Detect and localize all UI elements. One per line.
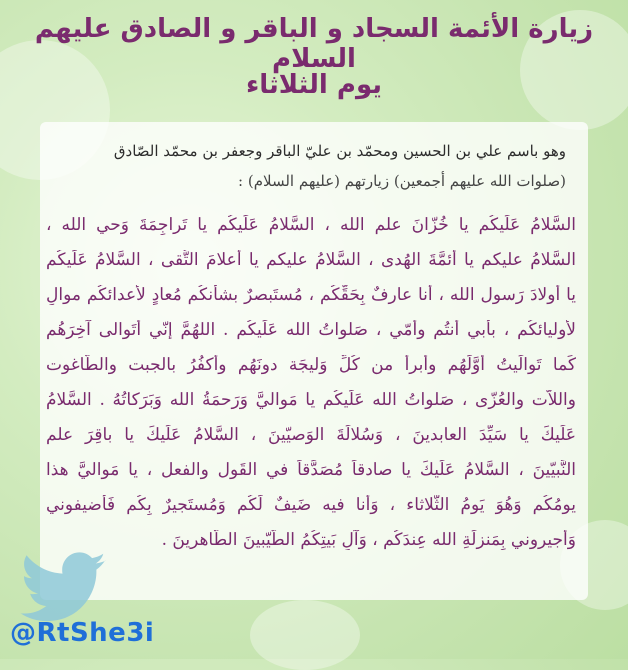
text-line: يا أولادَ رَسول الله ، أنا عارفٌ بِحَقِّكُم ، مُستَبصرٌ بشأنكُم مُعادٍ لأعدائكُم موالٍ [46, 285, 576, 305]
twitter-bird-icon [18, 552, 110, 624]
text-line: واللاّت والعُزّى ، صَلواتُ الله عَلَيكُم يا مَواليَّ وَرَحمَةُ الله وَبَرَكاتُهُ . السَّلامُ [46, 390, 576, 410]
text-line: السَّلامُ عليكم يا أئمَّةَ الهُدى ، السَّلامُ عليكم يا أعلامَ التُّقى ، السَّلامُ عَلَيكُم [46, 250, 576, 270]
text-line: النَّبيّينَ ، السَّلامُ عَلَيكَ يا صادقاً مُصَدَّقاً في القَول والفعل ، يا مَواليَّ هذا [46, 460, 576, 480]
watermark-handle: @RtShe3i [10, 618, 155, 648]
text-line: كَما تَوالَيتُ أوَّلَهُم وأبرأُ من كُلِّ وَليجَة دونَهُم وأكفُرُ بالجبت والطّاغوت [46, 355, 576, 375]
intro-line: وهو باسم علي بن الحسين ومحمّد بن عليّ الباقر وجعفر بن محمّد الصّادق [113, 142, 566, 160]
page-subtitle: يوم الثلاثاء [245, 70, 383, 100]
background-bokeh [250, 600, 360, 670]
intro-line: (صلوات الله عليهم أجمعين) زيارتهم (عليهم السلام) : [238, 172, 566, 190]
text-line: عَلَيكَ يا سَيِّدَ العابدينَ ، وَسُلالَةَ الوَصيّينَ ، السَّلامُ عَلَيكَ يا باقِرَ علم [46, 425, 576, 445]
text-line: لأوليائكُم ، بأبي أنتُم وأمّي ، صَلواتُ الله عَلَيكُم . اللهُمَّ إنّي أتَوالى آخِرَهُم [46, 320, 576, 340]
text-line: يومُكُم وَهُوَ يَومُ الثُّلاثاء ، وَأنا فيه ضَيفٌ لَكُم وَمُستَجيرٌ بِكُم فَأضيفوني [46, 495, 576, 515]
page-title: زيارة الأئمة السجاد و الباقر و الصادق عليهم السلام [34, 14, 594, 74]
text-line: السَّلامُ عَلَيكُم يا خُزّانَ علم الله ، السَّلامُ عَلَيكُم يا تَراجِمَةَ وَحيِ الله ، [46, 215, 576, 235]
text-line: وَأجيروني بِمَنزلَةِ الله عِندَكُم ، وَآلِ بَيتِكُمُ الطَّيّبينَ الطّاهرينَ . [161, 530, 576, 550]
